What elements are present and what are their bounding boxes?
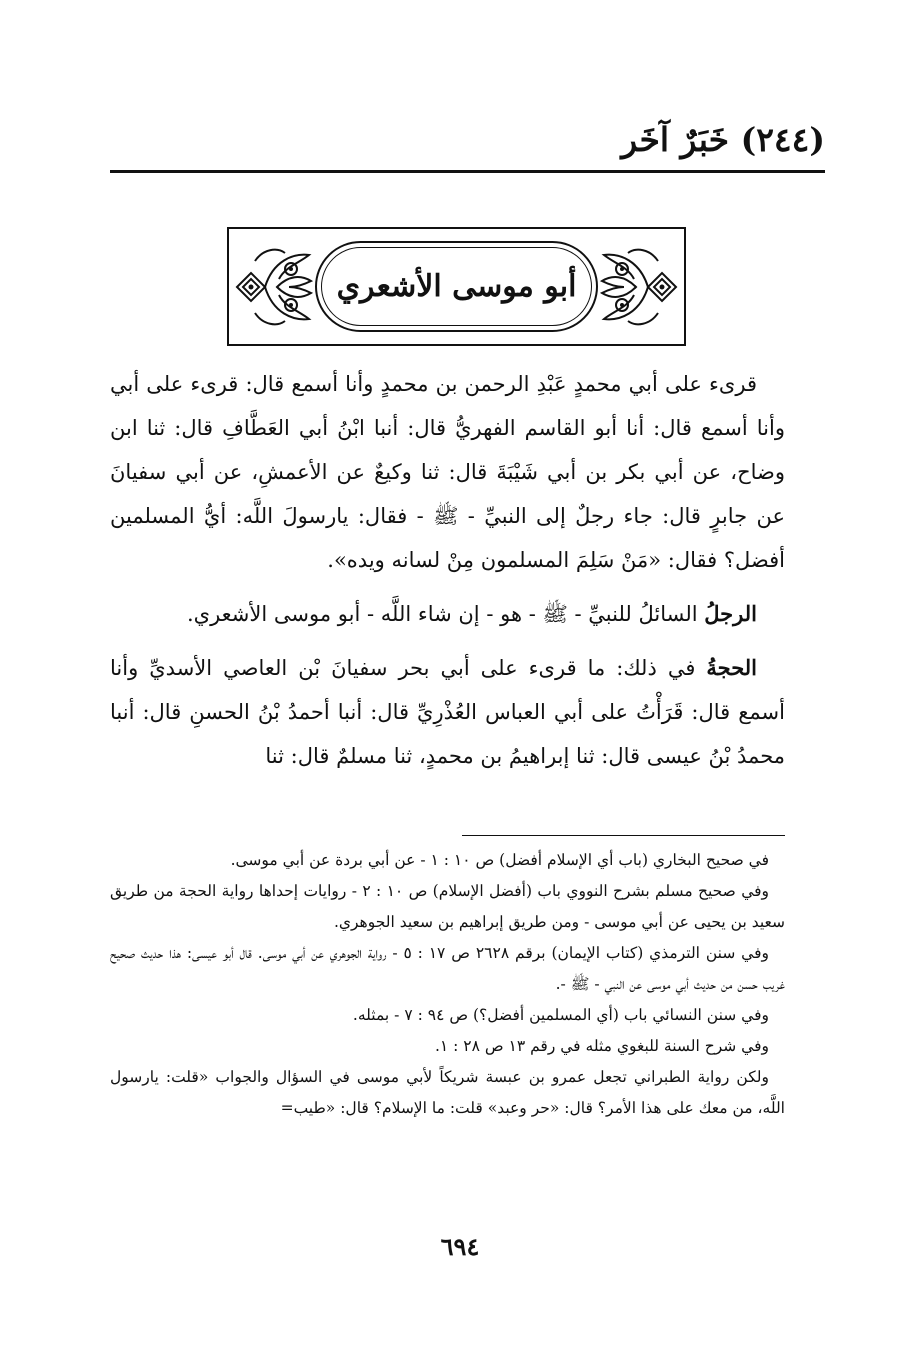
main-text xyxy=(110,362,785,778)
section-title: أبو موسى الأشعري xyxy=(336,269,577,304)
floral-ornament-icon xyxy=(598,239,680,334)
footnote: في صحيح البخاري (باب أي الإسلام أفضل) ص ١٠ : ١ - عن أبي بردة عن أبي موسى. xyxy=(230,851,769,869)
footnote: ولكن رواية الطبراني تجعل عمرو بن عبسة شريكاً لأبي موسى في السؤال والجواب «قلت: يارسول اللَّه، من معك على هذا الأمر؟ قال: «حر وعبد» قلت: ما الإسلام؟ قال: «طيب= xyxy=(110,1068,785,1117)
footnote: وفي سنن النسائي باب (أي المسلمين أفضل؟) ص ٩٤ : ٧ - بمثله. xyxy=(352,1006,769,1024)
section-title-frame xyxy=(227,227,686,346)
footnote: وفي صحيح مسلم بشرح النووي باب (أفضل الإسلام) ص ١٠ : ٢ - روايات إحداها رواية الحجة من طريق سعيد بن يحيى عن أبي موسى - ومن طريق إبراهيم بن سعيد الجوهري. xyxy=(110,882,785,931)
page-number: ٦٩٤ xyxy=(440,1232,480,1261)
chapter-heading: (٢٤٤) خَبَرٌ آخَر xyxy=(621,120,825,159)
title-cartouche xyxy=(315,241,598,332)
footnote-divider xyxy=(462,835,785,836)
body-paragraph xyxy=(110,592,785,636)
paragraph-lead-word: الرجلُ xyxy=(704,601,757,626)
paragraph-text: السائلُ للنبيِّ - ﷺ - هو - إن شاء اللَّه - أبو موسى الأشعري. xyxy=(186,602,705,626)
paragraph-lead-word: الحجةُ xyxy=(706,655,757,680)
footnotes xyxy=(110,845,785,1124)
paragraph-text: في ذلك: ما قرىء على أبي بحر سفيانَ بْن العاصي الأسديِّ وأنا أسمع قال: قَرَأْتُ على أبي العباس العُذْرِيِّ قال: أنبا أحمدُ بْنُ الحسنِ قال: أنبا محمدُ بْنُ عيسى قال: ثنا إبراهيمُ بن محمدٍ، ثنا مسلمٌ قال: ثنا xyxy=(110,656,785,768)
footnote: وفي سنن الترمذي (كتاب الإيمان) برقم ٢٦٢٨ ص ١٧ : ٥ - رواية الجوهري عن أبي موسى. قال أبو عيسى: هذا حديث صحيح غريب حسن من حديث أبي موسى عن النبي - ﷺ -. xyxy=(110,944,785,993)
paragraph-text: قرىء على أبي محمدٍ عَبْدِ الرحمن بن محمدٍ وأنا أسمع قال: قرىء على أبي وأنا أسمع قال: أنا أبو القاسم الفهريُّ قال: أنبا ابْنُ أبي العَطَّافِ قال: ثنا ابن وضاح، عن أبي بكر بن أبي شَيْبَةَ قال: ثنا وكيعٌ عن الأعمشِ، عن أبي سفيانَ عن جابرٍ قال: جاء رجلٌ إلى النبيِّ - ﷺ - فقال: يارسولَ اللَّه: أيُّ المسلمين أفضل؟ فقال: «مَنْ سَلِمَ المسلمون مِنْ لسانه ويده». xyxy=(110,372,785,572)
body-paragraph xyxy=(110,362,785,582)
body-paragraph xyxy=(110,646,785,778)
floral-ornament-icon xyxy=(233,239,315,334)
footnote: وفي شرح السنة للبغوي مثله في رقم ١٣ ص ٢٨ : ١. xyxy=(434,1037,769,1055)
header-divider xyxy=(110,170,825,173)
